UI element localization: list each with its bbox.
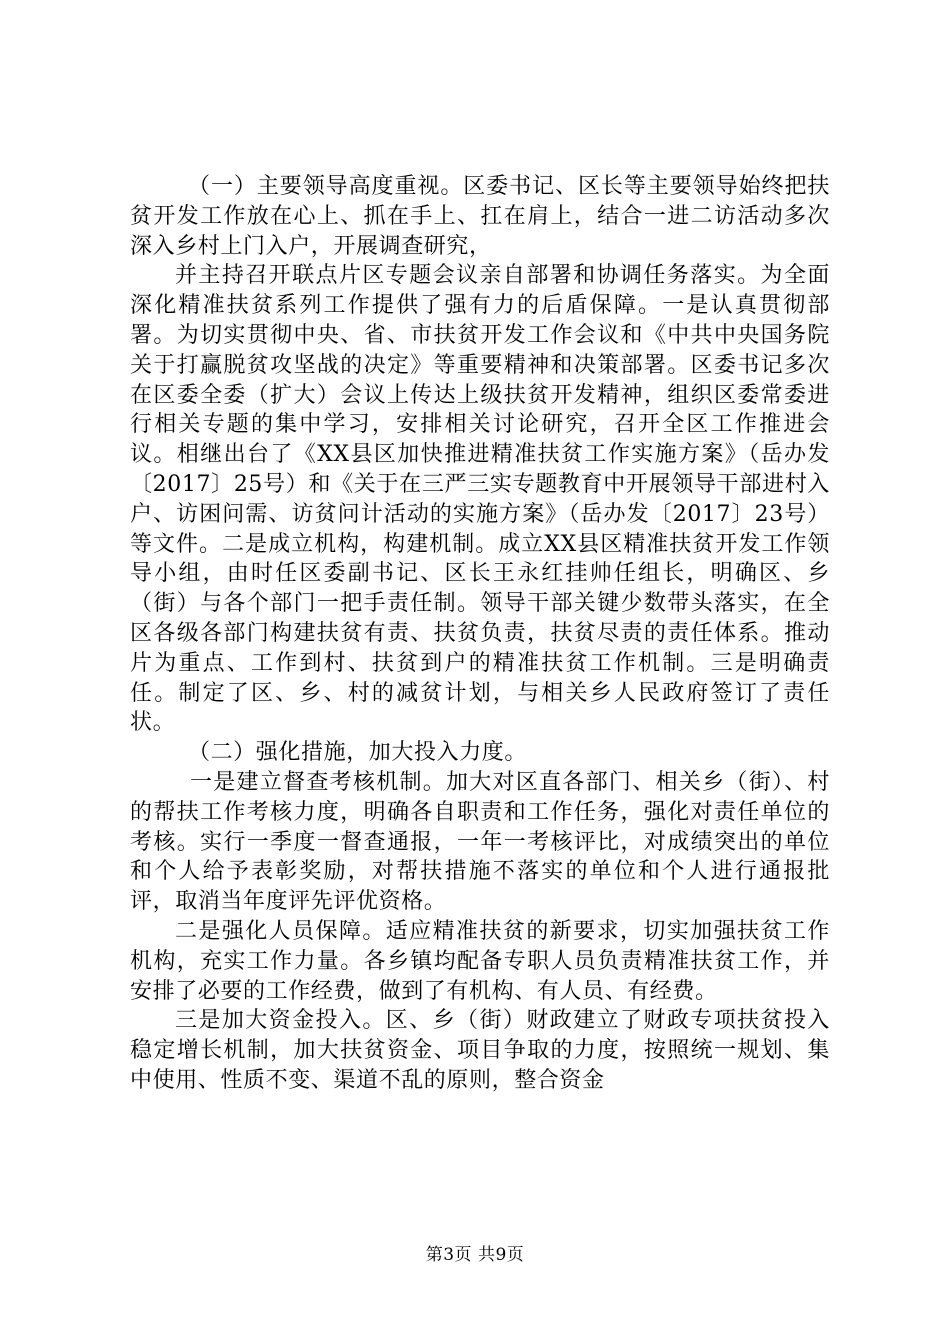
paragraph-funding: 三是加大资金投入。区、乡（街）财政建立了财政专项扶贫投入稳定增长机制，加大扶贫资金、项目争取的力度，按照统一规划、集中使用、性质不变、渠道不乱的原则，整合资金 [130,1008,830,1093]
paragraph-staffing: 二是强化人员保障。适应精准扶贫的新要求，切实加强扶贫工作机构，充实工作力量。各乡镇均配备专职人员负责精准扶贫工作，并安排了必要的工作经费，做到了有机构、有人员、有经费。 [130,918,830,1004]
document-body [130,172,830,1096]
paragraph-deployment: 并主持召开联点片区专题会议亲自部署和协调任务落实。为全面深化精准扶贫系列工作提供了强有力的后盾保障。一是认真贯彻部署。为切实贯彻中央、省、市扶贫开发工作会议和《中共中央国务院关于打赢脱贫攻坚战的决定》等重要精神和决策部署。区委书记多次在区委全委（扩大）会议上传达上级扶贫开发精神，组织区委常委进行相关专题的集中学习，安排相关讨论研究，召开全区工作推进会议。相继出台了《XX县区加快推进精准扶贫工作实施方案》（岳办发〔2017〕25号）和《关于在三严三实专题教育中开展领导干部进村入户、访困问需、访贫问计活动的实施方案》（岳办发〔2017〕23号）等文件。二是成立机构，构建机制。成立XX县区精准扶贫开发工作领导小组，由时任区委副书记、区长王永红挂帅任组长，明确区、乡（街）与各个部门一把手责任制。领导干部关键少数带头落实，在全区各级各部门构建扶贫有责、扶贫负责，扶贫尽责的责任体系。推动片为重点、工作到村、扶贫到户的精准扶贫工作机制。三是明确责任。制定了区、乡、村的减贫计划，与相关乡人民政府签订了责任状。 [130,263,830,736]
paragraph-section-two-heading: （二）强化措施，加大投入力度。 [188,740,528,766]
page-number-footer: 第3页 共9页 [425,1245,525,1265]
paragraph-leaders-attention: （一）主要领导高度重视。区委书记、区长等主要领导始终把扶贫开发工作放在心上、抓在手上、扛在肩上，结合一进二访活动多次深入乡村上门入户，开展调查研究， [130,174,830,259]
paragraph-supervision-mechanism: 一是建立督查考核机制。加大对区直各部门、相关乡（街）、村的帮扶工作考核力度，明确各自职责和工作任务，强化对责任单位的考核。实行一季度一督查通报，一年一考核评比，对成绩突出的单位和个人给予表彰奖励，对帮扶措施不落实的单位和个人进行通报批评，取消当年度评先评优资格。 [130,769,830,915]
